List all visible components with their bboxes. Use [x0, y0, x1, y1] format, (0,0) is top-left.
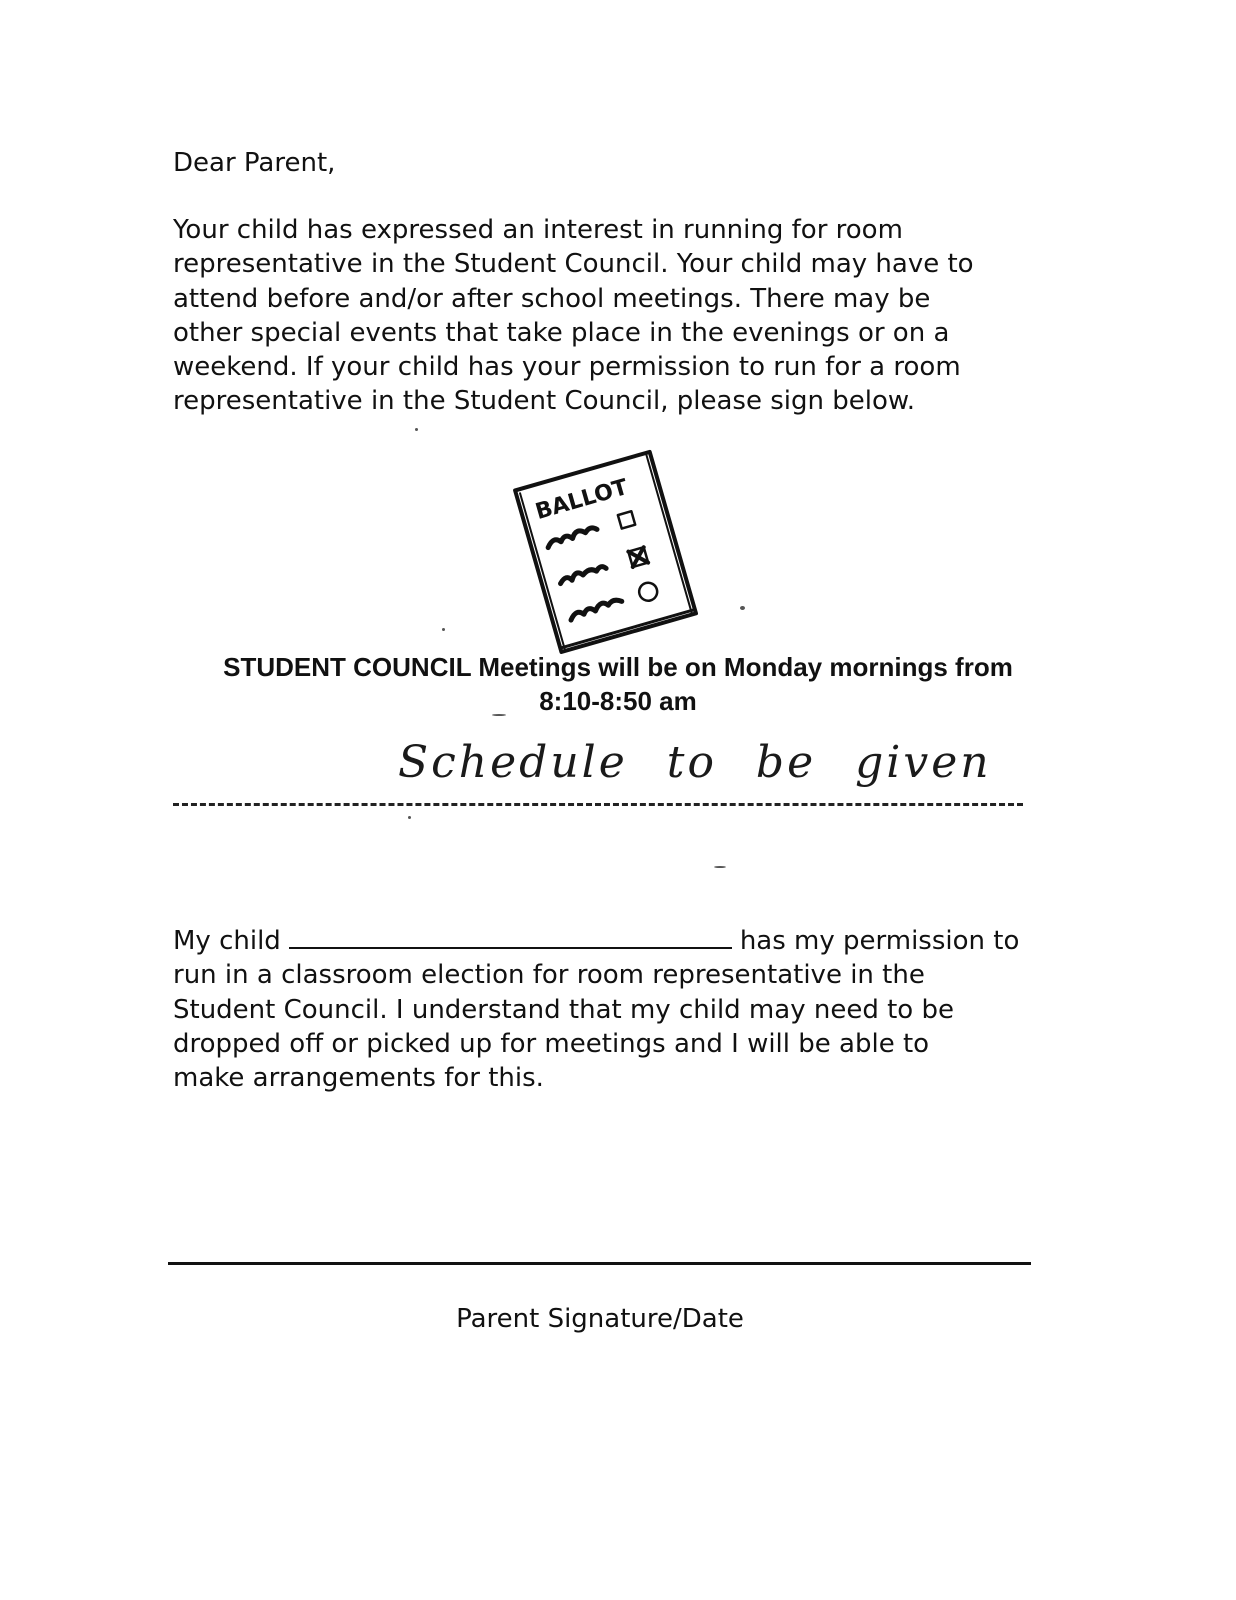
- meeting-notice: [130, 650, 1106, 718]
- scan-speck: [740, 606, 745, 610]
- scan-speck: [415, 428, 418, 431]
- scan-speck: [442, 628, 445, 631]
- permission-line: make arrangements for this.: [173, 1063, 544, 1094]
- signature-label: Parent Signature/Date: [456, 1304, 744, 1334]
- permission-line: run in a classroom election for room representative in the: [173, 960, 925, 991]
- scan-speck: [492, 714, 506, 716]
- intro-line: attend before and/or after school meetings. There may be: [173, 283, 931, 314]
- handwritten-note: Schedule to be given: [398, 737, 992, 788]
- scan-speck: [408, 816, 411, 819]
- intro-line: representative in the Student Council. Your child may have to: [173, 249, 974, 280]
- meeting-notice-line: STUDENT COUNCIL Meetings will be on Monday mornings from: [223, 652, 1013, 682]
- intro-line: Your child has expressed an interest in running for room: [173, 215, 903, 245]
- ballot-icon: [505, 440, 705, 655]
- cut-line-divider: [173, 803, 1023, 806]
- intro-line: representative in the Student Council, please sign below.: [173, 386, 916, 417]
- child-suffix: has my permission to: [739, 926, 1020, 956]
- child-prefix: My child: [173, 926, 281, 956]
- salutation: Dear Parent,: [173, 148, 336, 178]
- intro-line: other special events that take place in the evenings or on a: [173, 317, 950, 348]
- ballot-label: BALLOT: [532, 474, 631, 526]
- scan-speck: [714, 866, 726, 868]
- permission-statement: [173, 923, 1053, 1095]
- intro-line: weekend. If your child has your permission to run for a room: [173, 352, 961, 383]
- intro-paragraph: [173, 213, 1073, 419]
- child-name-line: [173, 923, 1053, 958]
- child-name-field[interactable]: [289, 923, 732, 949]
- permission-line: Student Council. I understand that my child may need to be: [173, 994, 954, 1025]
- permission-line: dropped off or picked up for meetings and I will be able to: [173, 1028, 930, 1059]
- signature-field[interactable]: [168, 1262, 1031, 1265]
- meeting-time: 8:10-8:50 am: [539, 686, 697, 716]
